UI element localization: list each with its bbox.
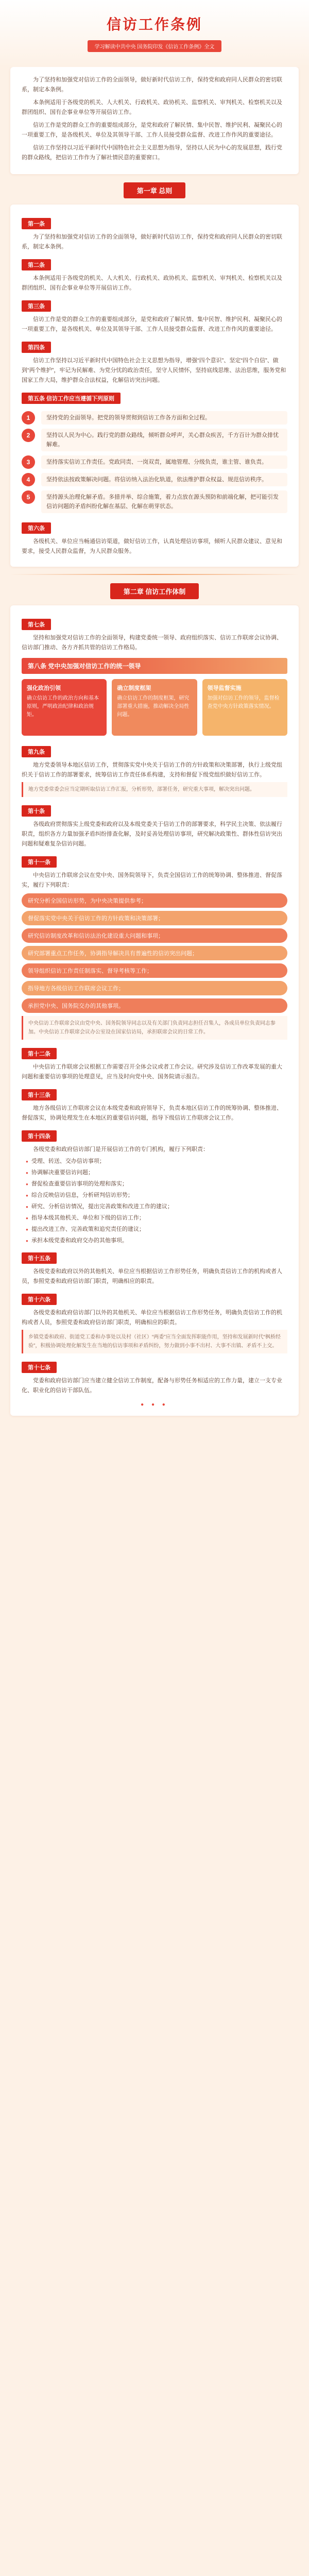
- section-divider: [10, 574, 299, 575]
- page-subtitle: 学习解读中共中央 国务院印发《信访工作条例》全文: [88, 40, 222, 52]
- article-8-banner: 第八条 党中央加强对信访工作的统一领导: [22, 658, 287, 674]
- article-tag: 第十五条: [22, 1252, 57, 1264]
- article-text: 中央信访工作联席会议根据工作需要召开全体会议或者工作会议。研究涉及信访工作改革发展的重大问题和重要信访事项的处理意见，应当及时向党中央、国务院请示报告。: [22, 1064, 282, 1080]
- article-tag: 第十一条: [22, 856, 57, 868]
- article-tag: 第七条: [22, 619, 51, 630]
- principle-item: [22, 473, 287, 486]
- article-text: 本条例适用于各级党的机关、人大机关、行政机关、政协机关、监察机关、审判机关、检察机关以及群团组织、国有企事业单位等开展信访工作。: [22, 275, 282, 291]
- leadership-card: [202, 679, 287, 736]
- article-tag: 第六条: [22, 522, 51, 534]
- chapter-2-panel: [10, 605, 299, 1416]
- intro-paragraph: 本条例适用于各级党的机关、人大机关、行政机关、政协机关、监察机关、审判机关、检察机关以及群团组织、国有企事业单位等开展信访工作。: [22, 99, 282, 115]
- duty-bullet: ● 督促检查重要信访事项的处理和落实；: [26, 1179, 287, 1189]
- article-text: 中央信访工作联席会议在党中央、国务院领导下，负责全国信访工作的统筹协调、整体推进、督促落实，履行下列职责：: [22, 872, 282, 888]
- article-tag: 第一条: [22, 218, 51, 229]
- principles-tag: 第五条 信访工作应当遵循下列原则: [22, 393, 121, 404]
- leadership-card: [112, 679, 197, 736]
- duty-bullet: ● 提出改进工作、完善政策和追究责任的建议；: [26, 1225, 287, 1234]
- intro-paragraph: 信访工作坚持以习近平新时代中国特色社会主义思想为指导，坚持以人民为中心的发展思想，践行党的群众路线，把信访工作作为了解社情民意的重要窗口。: [22, 145, 282, 161]
- card-heading: 强化政治引领: [27, 685, 61, 691]
- article-tag: 第九条: [22, 746, 51, 757]
- principle-text: 坚持落实信访工作责任。党政同责、一岗双责，属地管理、分级负责，谁主管、谁负责。: [41, 455, 287, 469]
- article-text: 各级机关、单位应当畅通信访渠道，做好信访工作，认真处理信访事项，倾听人民群众建议、意见和要求，接受人民群众监督，为人民群众服务。: [22, 538, 282, 554]
- principle-item: [22, 490, 287, 513]
- chapter-1-title: 第一章 总则: [124, 182, 186, 198]
- duty-bullet: ● 研究、分析信访情况，提出完善政策和改进工作的建议；: [26, 1202, 287, 1212]
- chapter-2-title: 第二章 信访工作体制: [110, 583, 199, 599]
- duty-bullet: ● 承担本级党委和政府交办的其他事项。: [26, 1236, 287, 1246]
- article-text: 坚持和加强党对信访工作的全面领导，构建党委统一领导、政府组织落实、信访工作联席会议协调、信访部门推动、各方齐抓共管的信访工作格局。: [22, 635, 282, 651]
- duty-bullet: ● 受理、转送、交办信访事项；: [26, 1157, 287, 1166]
- principle-item: [22, 429, 287, 451]
- decorative-dots: ● ● ●: [141, 1402, 168, 1408]
- duty-bullet: ● 综合反映信访信息，分析研判信访形势；: [26, 1191, 287, 1200]
- card-heading: 确立制度框架: [117, 685, 151, 691]
- principle-item: [22, 455, 287, 469]
- chapter-1-panel: [10, 205, 299, 567]
- article-tag: 第三条: [22, 300, 51, 312]
- article-tag: 第十七条: [22, 1362, 57, 1373]
- leadership-cards: [22, 679, 287, 736]
- principle-number: 1: [22, 411, 35, 425]
- article-tag: 第十六条: [22, 1294, 57, 1305]
- principle-number: 3: [22, 455, 35, 469]
- article-tag: 第十四条: [22, 1130, 57, 1142]
- article-text: 地方各级信访工作联席会议在本级党委和政府领导下，负责本地区信访工作的统筹协调、整体推进、督促落实，协调处理发生在本地区的重要信访问题，指导下级信访工作联席会议工作。: [22, 1105, 282, 1121]
- duty-bullet: ● 协调解决重要信访问题；: [26, 1168, 287, 1178]
- article-text: 各级党委和政府信访部门是开展信访工作的专门机构，履行下列职责：: [33, 1146, 209, 1153]
- article-note: 乡镇党委和政府、街道党工委和办事处以及村（社区）“两委”应当全面发挥职能作用，坚持和发展新时代“枫桥经验”，积极协调处理化解发生在当地的信访事项和矛盾纠纷，努力做到小事不出村、大事不出镇、矛盾不上交。: [22, 1330, 287, 1353]
- card-text: 确立信访工作的政治方向和基本原则，严明政治纪律和政治规矩。: [27, 696, 99, 718]
- intro-panel: [10, 67, 299, 174]
- article-tag: 第二条: [22, 259, 51, 270]
- article-text: 为了坚持和加强党对信访工作的全面领导，做好新时代信访工作，保持党和政府同人民群众的密切联系，制定本条例。: [22, 234, 282, 250]
- duty-pill: 指导地方各级信访工作联席会议工作；: [22, 981, 287, 995]
- card-text: 加强对信访工作的领导，监督检查党中央方针政策落实情况。: [207, 696, 280, 709]
- chapter-2-heading: [0, 583, 309, 599]
- article-note: 中央信访工作联席会议由党中央、国务院领导同志以及有关部门负责同志担任召集人，各成员单位负责同志参加。中央信访工作联席会议办公室设在国家信访局，承担联席会议的日常工作。: [22, 1016, 287, 1040]
- intro-paragraph: 为了坚持和加强党对信访工作的全面领导，做好新时代信访工作，保持党和政府同人民群众的密切联系，制定本条例。: [22, 77, 282, 93]
- article-tag: 第十二条: [22, 1048, 57, 1059]
- article-tag: 第十条: [22, 805, 51, 817]
- card-heading: 领导监督实施: [207, 685, 242, 691]
- article-tag: 第十三条: [22, 1089, 57, 1100]
- intro-paragraph: 信访工作是党的群众工作的重要组成部分，是党和政府了解民情、集中民智、维护民利、凝聚民心的一项重要工作，是各级机关、单位及其领导干部、工作人员接受群众监督、改进工作作风的重要途径。: [22, 122, 282, 138]
- principle-item: [22, 411, 287, 425]
- duty-pill: 研究部署重点工作任务，协调指导解决具有普遍性的信访突出问题；: [22, 946, 287, 960]
- page-title: 信访工作条例: [106, 16, 202, 32]
- leadership-card: [22, 679, 107, 736]
- duty-pill: 研究信访制度改革和信访法治化建设重大问题和事项；: [22, 928, 287, 943]
- article-text: 各级党委和政府以外的其他机关、单位应当根据信访工作形势任务，明确负责信访工作的机构或者人员，参照党委和政府信访部门职责，明确相应的职责。: [22, 1268, 282, 1284]
- principle-text: 坚持依法按政策解决问题。将信访纳入法治化轨道，依法维护群众权益、规范信访秩序。: [41, 473, 287, 486]
- principle-text: 坚持党的全面领导。把党的领导贯彻到信访工作各方面和全过程。: [41, 411, 287, 425]
- article-tag: 第四条: [22, 342, 51, 353]
- article-text: 各级党委和政府信访部门以外的其他机关、单位应当根据信访工作形势任务，明确负责信访工作的机构或者人员，参照党委和政府信访部门职责，明确相应的职责。: [22, 1310, 282, 1326]
- chapter-1-heading: [0, 182, 309, 198]
- article-text: 信访工作是党的群众工作的重要组成部分，是党和政府了解民情、集中民智、维护民利、凝聚民心的一项重要工作，是各级机关、单位及其领导干部、工作人员接受群众监督、改进工作作风的重要途径。: [22, 316, 282, 332]
- article-note: 地方党委常委会应当定期听取信访工作汇报，分析形势，部署任务，研究重大事项，解决突出问题。: [22, 782, 287, 797]
- article-text: 党委和政府信访部门应当建立健全信访工作制度，配备与形势任务相适应的工作力量，建立一支专业化、职业化的信访干部队伍。: [22, 1378, 282, 1394]
- duty-pill: 承担党中央、国务院交办的其他事项。: [22, 998, 287, 1013]
- article-text: 各级政府贯彻落实上级党委和政府以及本级党委关于信访工作的部署要求，科学民主决策、依法履行职责，组织各方力量加强矛盾纠纷排查化解，及时妥善处理信访事项，研究解决政策性、群体性信访突出问题和疑难复杂信访问题。: [22, 821, 282, 847]
- article-text: 地方党委领导本地区信访工作，贯彻落实党中央关于信访工作的方针政策和决策部署，执行上级党组织关于信访工作的部署要求，统筹信访工作责任体系构建，支持和督促下级党组织做好信访工作。: [22, 762, 282, 778]
- duty-pill: 研究分析全国信访形势，为中央决策提供参考；: [22, 893, 287, 908]
- article-text: 信访工作坚持以习近平新时代中国特色社会主义思想为指导，增强“四个意识”、坚定“四个自信”、做到“两个维护”，牢记为民解难、为党分忧的政治责任，坚守人民情怀，坚持底线思维、法治思维，服务党和国家工作大局，维护群众合法权益，化解信访突出问题。: [22, 358, 286, 383]
- duty-pill: 领导组织信访工作责任制落实、督导考核等工作；: [22, 963, 287, 978]
- principle-text: 坚持以人民为中心。践行党的群众路线，倾听群众呼声，关心群众疾苦，千方百计为群众排忧解难。: [41, 429, 287, 451]
- duty-bullet: ● 指导本级其他机关、单位和下级的信访工作；: [26, 1213, 287, 1223]
- card-text: 确立信访工作的制度框架，研究部署重大措施，推动解决全局性问题。: [117, 696, 190, 718]
- principle-number: 2: [22, 429, 35, 442]
- duty-pill: 督促落实党中央关于信访工作的方针政策和决策部署；: [22, 911, 287, 925]
- principle-text: 坚持源头治理化解矛盾。多措并举、综合施策，着力点放在源头预防和前端化解，把可能引发信访问题的矛盾纠纷化解在基层、化解在萌芽状态。: [41, 490, 287, 513]
- hero-header: [0, 0, 309, 67]
- principle-number: 5: [22, 490, 35, 504]
- principle-number: 4: [22, 473, 35, 486]
